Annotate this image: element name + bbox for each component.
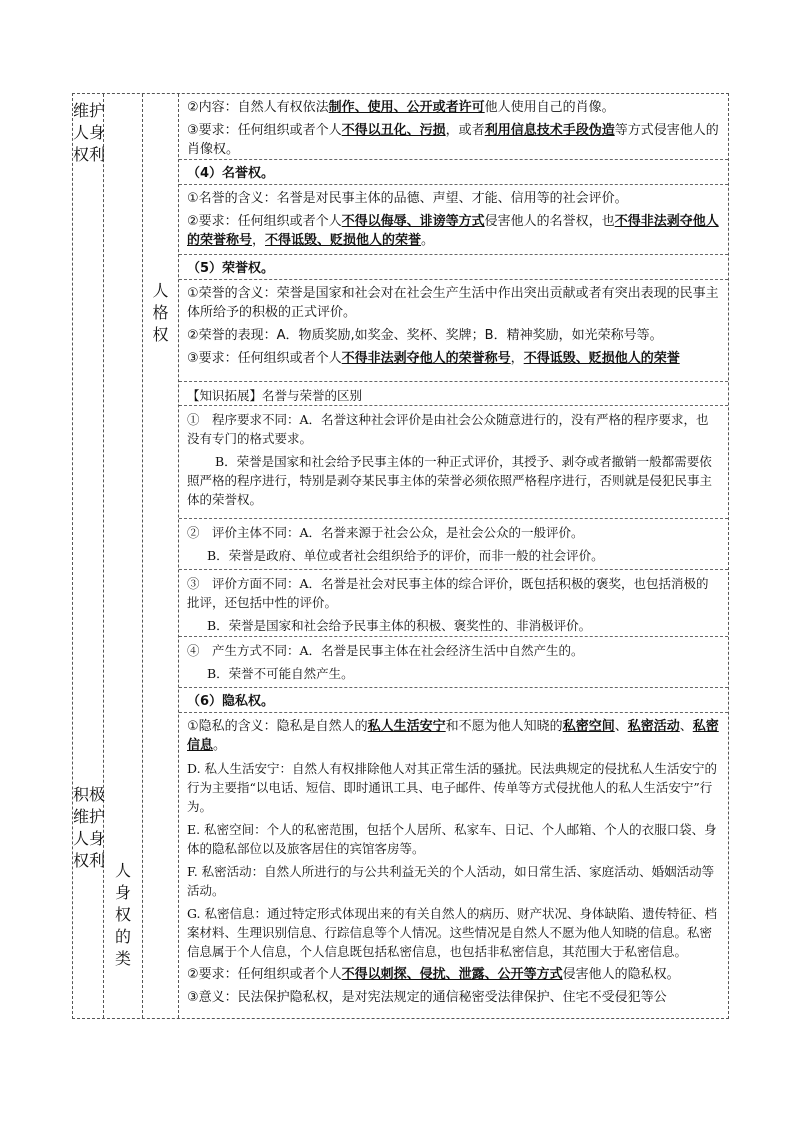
portrait-requirement: ③要求：任何组织或者个人不得以丑化、污损，或者利用信息技术手段伪造等方式侵害他人的肖像权。	[187, 123, 719, 157]
category-column	[73, 94, 104, 1018]
category-label-top: 维护 人身 权利	[73, 101, 106, 164]
reputation-row	[179, 185, 728, 255]
privacy-requirement: ②要求：任何组织或者个人不得以刺探、侵扰、泄露、公开等方式侵害他人的隐私权。	[187, 967, 680, 982]
difference-4	[179, 637, 728, 688]
difference-2a: ② 评价主体不同：A．名誉来源于社会公众，是社会公众的一般评价。	[187, 525, 584, 540]
privacy-e: E. 私密空间：个人的私密范围，包括个人居所、私家车、日记、个人邮箱、个人的衣服口袋、身体的隐私部位以及旅客居住的宾馆客房等。	[187, 822, 717, 856]
difference-1a: ① 程序要求不同：A．名誉这种社会评价是由社会公众随意进行的，没有严格的程序要求，也没有专门的格式要求。	[187, 412, 709, 446]
type-column	[104, 94, 143, 1018]
reputation-requirement: ②要求：任何组织或者个人不得以侮辱、诽谤等方式侵害他人的名誉权，也不得非法剥夺他人的荣誉称号，不得诋毁、贬损他人的荣誉。	[187, 214, 719, 248]
difference-1b: B．荣誉是国家和社会给予民事主体的一种正式评价，其授予、剥夺或者撤销一般都需要依照严格的程序进行，特别是剥夺某民事主体的荣誉必须依照严格程序进行，否则就是侵犯民事主体的荣誉权。	[187, 454, 713, 507]
difference-4b: B．荣誉不可能自然产生。	[207, 666, 354, 681]
difference-1	[179, 406, 728, 519]
privacy-f: F. 私密活动：自然人所进行的与公共利益无关的个人活动，如日常生活、家庭活动、婚姻活动等活动。	[187, 864, 715, 898]
privacy-d: D. 私人生活安宁：自然人有权排除他人对其正常生活的骚扰。民法典规定的侵扰私人生活安宁的行为主要指“以电话、短信、即时通讯工具、电子邮件、传单等方式侵扰他人的私人生活安宁”行为。	[187, 761, 718, 814]
honor-requirement: ③要求：任何组织或者个人不得非法剥夺他人的荣誉称号，不得诋毁、贬损他人的荣誉	[187, 351, 680, 366]
category-label-bottom: 积极 维护 人身 权利	[73, 785, 106, 870]
knowledge-table	[72, 93, 729, 1019]
type-label: 人 身 权 的 类	[114, 861, 131, 968]
privacy-title: （6）隐私权。	[179, 688, 728, 713]
difference-3	[179, 570, 728, 637]
honor-row	[179, 280, 728, 382]
subtype-column	[143, 94, 179, 1018]
portrait-content: ②内容：自然人有权依法制作、使用、公开或者许可他人使用自己的肖像。	[187, 100, 615, 115]
subtype-label: 人 格 权	[152, 281, 169, 344]
reputation-definition: ①名誉的含义：名誉是对民事主体的品德、声望、才能、信用等的社会评价。	[187, 191, 628, 206]
privacy-row	[179, 713, 728, 1020]
honor-title: （5）荣誉权。	[179, 255, 728, 280]
privacy-significance: ③意义：民法保护隐私权，是对宪法规定的通信秘密受法律保护、住宅不受侵犯等公	[187, 990, 667, 1005]
honor-forms: ②荣誉的表现：A．物质奖励,如奖金、奖杯、奖牌；B．精神奖励，如光荣称号等。	[187, 328, 663, 343]
portrait-row	[179, 94, 728, 160]
reputation-title: （4）名誉权。	[179, 160, 728, 185]
privacy-definition: ①隐私的含义：隐私是自然人的私人生活安宁和不愿为他人知晓的私密空间、私密活动、私密信息。	[187, 719, 719, 753]
difference-3a: ③ 评价方面不同：A．名誉是社会对民事主体的综合评价，既包括积极的褒奖，也包括消极的批评，还包括中性的评价。	[187, 576, 709, 610]
difference-3b: B．荣誉是国家和社会给予民事主体的积极、褒奖性的、非消极评价。	[207, 618, 592, 633]
content-column	[179, 94, 728, 1018]
difference-4a: ④ 产生方式不同：A．名誉是民事主体在社会经济生活中自然产生的。	[187, 643, 584, 658]
extension-title: 【知识拓展】名誉与荣誉的区别	[179, 382, 728, 406]
difference-2b: B．荣誉是政府、单位或者社会组织给予的评价，而非一般的社会评价。	[207, 548, 604, 563]
difference-2	[179, 519, 728, 570]
privacy-g: G. 私密信息：通过特定形式体现出来的有关自然人的病历、财产状况、身体缺陷、遗传特征、档案材料、生理识别信息、行踪信息等个人情况。这些情况是自然人不愿为他人知晓的信息。私密信息属于个人信息，个人信息既包括私密信息，也包括非私密信息，其范围大于私密信息。	[187, 906, 717, 959]
honor-definition: ①荣誉的含义：荣誉是国家和社会对在社会生产生活中作出突出贡献或者有突出表现的民事主体所给予的积极的正式评价。	[187, 286, 719, 320]
